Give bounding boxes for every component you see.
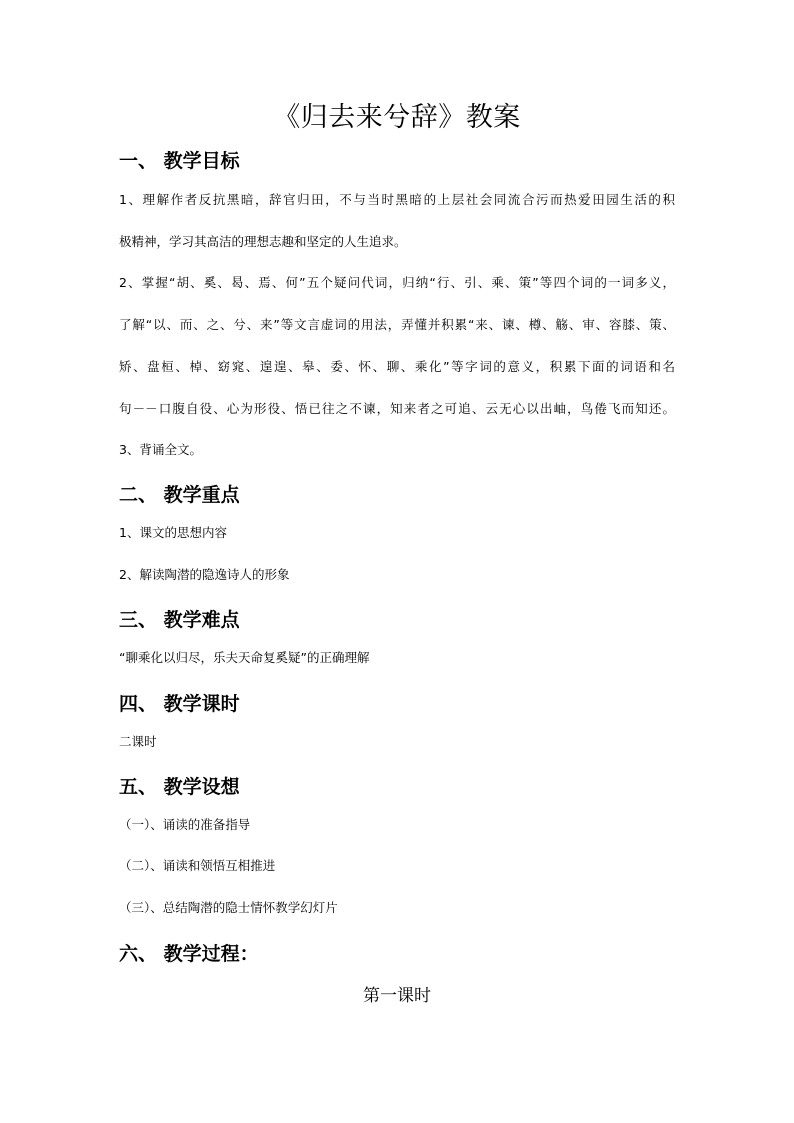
section-heading-key-points: 二、 教学重点 <box>119 484 240 506</box>
objective-line-7: 3、背诵全文。 <box>119 442 202 457</box>
objective-line-3: 2、掌握“胡、奚、曷、焉、何”五个疑问代词，归纳“行、引、乘、策”等四个词的一词多义， <box>119 275 675 290</box>
teaching-plan-2: （二）、诵读和领悟互相推进 <box>119 858 276 873</box>
teaching-plan-3: （三）、总结陶潜的隐士情怀教学幻灯片 <box>119 900 338 915</box>
class-hours-text: 二课时 <box>119 734 157 749</box>
section-heading-objectives: 一、 教学目标 <box>119 150 240 172</box>
section-heading-teaching-plan: 五、 教学设想 <box>119 776 240 798</box>
section-heading-process: 六、 教学过程： <box>119 943 259 965</box>
objective-line-2: 极精神，学习其高洁的理想志趣和坚定的人生追求。 <box>119 234 407 249</box>
objective-line-1: 1、理解作者反抗黑暗，辞官归田，不与当时黑暗的上层社会同流合污而热爱田园生活的积 <box>119 192 675 207</box>
section-heading-difficulties: 三、 教学难点 <box>119 609 240 631</box>
teaching-plan-1: （一）、诵读的准备指导 <box>119 817 251 832</box>
key-point-2: 2、解读陶潜的隐逸诗人的形象 <box>119 567 290 582</box>
section-heading-class-hours: 四、 教学课时 <box>119 693 240 715</box>
lesson-subheading: 第一课时 <box>363 986 431 1006</box>
key-point-1: 1、课文的思想内容 <box>119 525 227 540</box>
document-title: 《归去来兮辞》教案 <box>273 102 521 133</box>
objective-line-5: 矫、盘桓、棹、窈窕、遑遑、皋、委、怀、聊、乘化”等字词的意义，积累下面的词语和名 <box>119 359 675 374</box>
objective-line-4: 了解“以、而、之、兮、来”等文言虚词的用法，弄懂并积累“来、谏、樽、觞、审、容膝、策、 <box>119 317 675 332</box>
objective-line-6: 句－－口腹自役、心为形役、悟已往之不谏，知来者之可追、云无心以出岫，鸟倦飞而知还。 <box>119 401 675 416</box>
difficulty-1: “聊乘化以归尽，乐夫天命复奚疑”的正确理解 <box>119 650 370 665</box>
